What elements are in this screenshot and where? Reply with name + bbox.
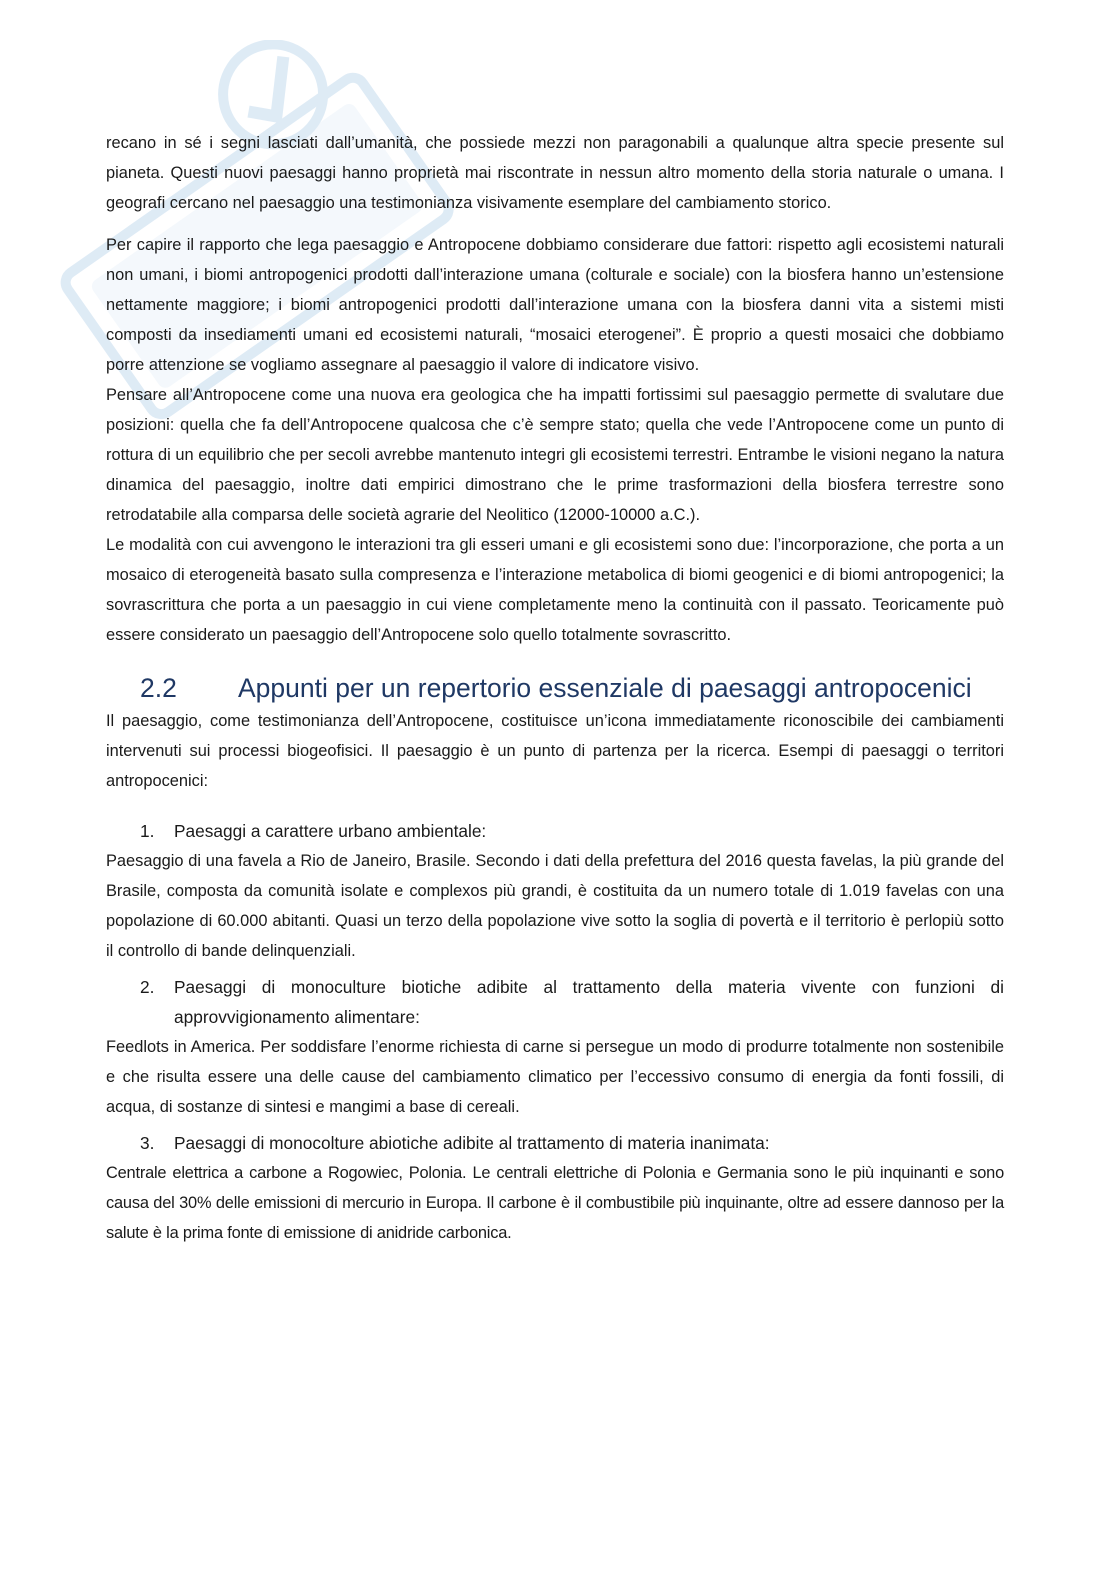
list-item [106, 972, 1004, 1032]
section-title: Appunti per un repertorio essenziale di paesaggi antropocenici [238, 673, 972, 703]
list-item-title: Paesaggi di monoculture biotiche adibite al trattamento della materia vivente con funzioni di approvvigionamento alimentare: [174, 977, 1004, 1027]
list-item-title: Paesaggi di monocolture abiotiche adibite al trattamento di materia inanimata: [174, 1133, 770, 1153]
paragraph-modalities: Le modalità con cui avvengono le interazioni tra gli esseri umani e gli ecosistemi sono due: l’incorporazione, che porta a un mosaico di eterogeneità basato sulla compresenza e l’interazione metabolica di biomi geogenici e di biomi antropogenici; la sovrascrittura che porta a un paesaggio in cui viene completamente meno la continuità con il passato. Teoricamente può essere considerato un paesaggio dell’Antropocene solo quello totalmente sovrascritto. [106, 536, 1004, 644]
list-marker: 3. [140, 1133, 155, 1153]
section-heading [106, 670, 1004, 706]
list-item [106, 816, 1004, 846]
list-marker: 2. [140, 977, 155, 997]
paragraph-relationship: Per capire il rapporto che lega paesaggio e Antropocene dobbiamo considerare due fattori: rispetto agli ecosistemi naturali non umani, i biomi antropogenici prodotti dall’interazione umana (colturale e sociale) con la biosfera hanno un’estensione nettamente maggiore; i biomi antropogenici prodotti dall’interazione umana con la biosfera danni vita a sistemi misti composti da insediamenti umani ed ecosistemi naturali, “mosaici eterogenei”. È proprio a questi mosaici che dobbiamo porre attenzione se vogliamo assegnare al paesaggio il valore di indicatore visivo. [106, 236, 1004, 374]
section-number: 2.2 [140, 673, 177, 703]
list-item [106, 1128, 1004, 1158]
list-marker: 1. [140, 821, 155, 841]
example-body: Centrale elettrica a carbone a Rogowiec, Polonia. Le centrali elettriche di Polonia e Germania sono le più inquinanti e sono causa del 30% delle emissioni di mercurio in Europa. Il carbone è il combustibile più inquinante, oltre ad essere dannoso per la salute è la prima fonte di emissione di anidride carbonica. [106, 1164, 1004, 1242]
list-item-title: Paesaggi a carattere urbano ambientale: [174, 821, 487, 841]
document-page [106, 128, 1004, 1248]
paragraph-era: Pensare all’Antropocene come una nuova era geologica che ha impatti fortissimi sul paesaggio permette di svalutare due posizioni: quella che fa dell’Antropocene qualcosa che c’è sempre stato; quella che vede l’Antropocene come un punto di rottura di un equilibrio che per secoli avrebbe mantenuto integri gli ecosistemi terrestri. Entrambe le visioni negano la natura dinamica del paesaggio, inoltre dati empirici dimostrano che le prime trasformazioni della biosfera terrestre sono retrodatabile alla comparsa delle società agrarie del Neolitico (12000-10000 a.C.). [106, 386, 1004, 524]
intro-paragraph: recano in sé i segni lasciati dall’umanità, che possiede mezzi non paragonabili a qualunque altra specie presente sul pianeta. Questi nuovi paesaggi hanno proprietà mai riscontrate in nessun altro momento della storia naturale o umana. I geografi cercano nel paesaggio una testimonianza visivamente esemplare del cambiamento storico. [106, 134, 1004, 212]
example-body: Feedlots in America. Per soddisfare l’enorme richiesta di carne si persegue un modo di produrre totalmente non sostenibile e che risulta essere una delle cause del cambiamento climatico per l’eccessivo consumo di energia da fonti fossili, di acqua, di sostanze di sintesi e mangimi a base di cereali. [106, 1038, 1004, 1116]
example-body: Paesaggio di una favela a Rio de Janeiro, Brasile. Secondo i dati della prefettura del 2016 questa favelas, la più grande del Brasile, composta da comunità isolate e complexos più grandi, è costituita da un numero totale di 1.019 favelas con una popolazione di 60.000 abitanti. Quasi un terzo della popolazione vive sotto la soglia di povertà e il territorio è perlopiù sotto il controllo di bande delinquenziali. [106, 852, 1004, 960]
section-intro: Il paesaggio, come testimonianza dell’Antropocene, costituisce un’icona immediatamente riconoscibile dei cambiamenti intervenuti sui processi biogeofisici. Il paesaggio è un punto di partenza per la ricerca. Esempi di paesaggi o territori antropocenici: [106, 712, 1004, 790]
